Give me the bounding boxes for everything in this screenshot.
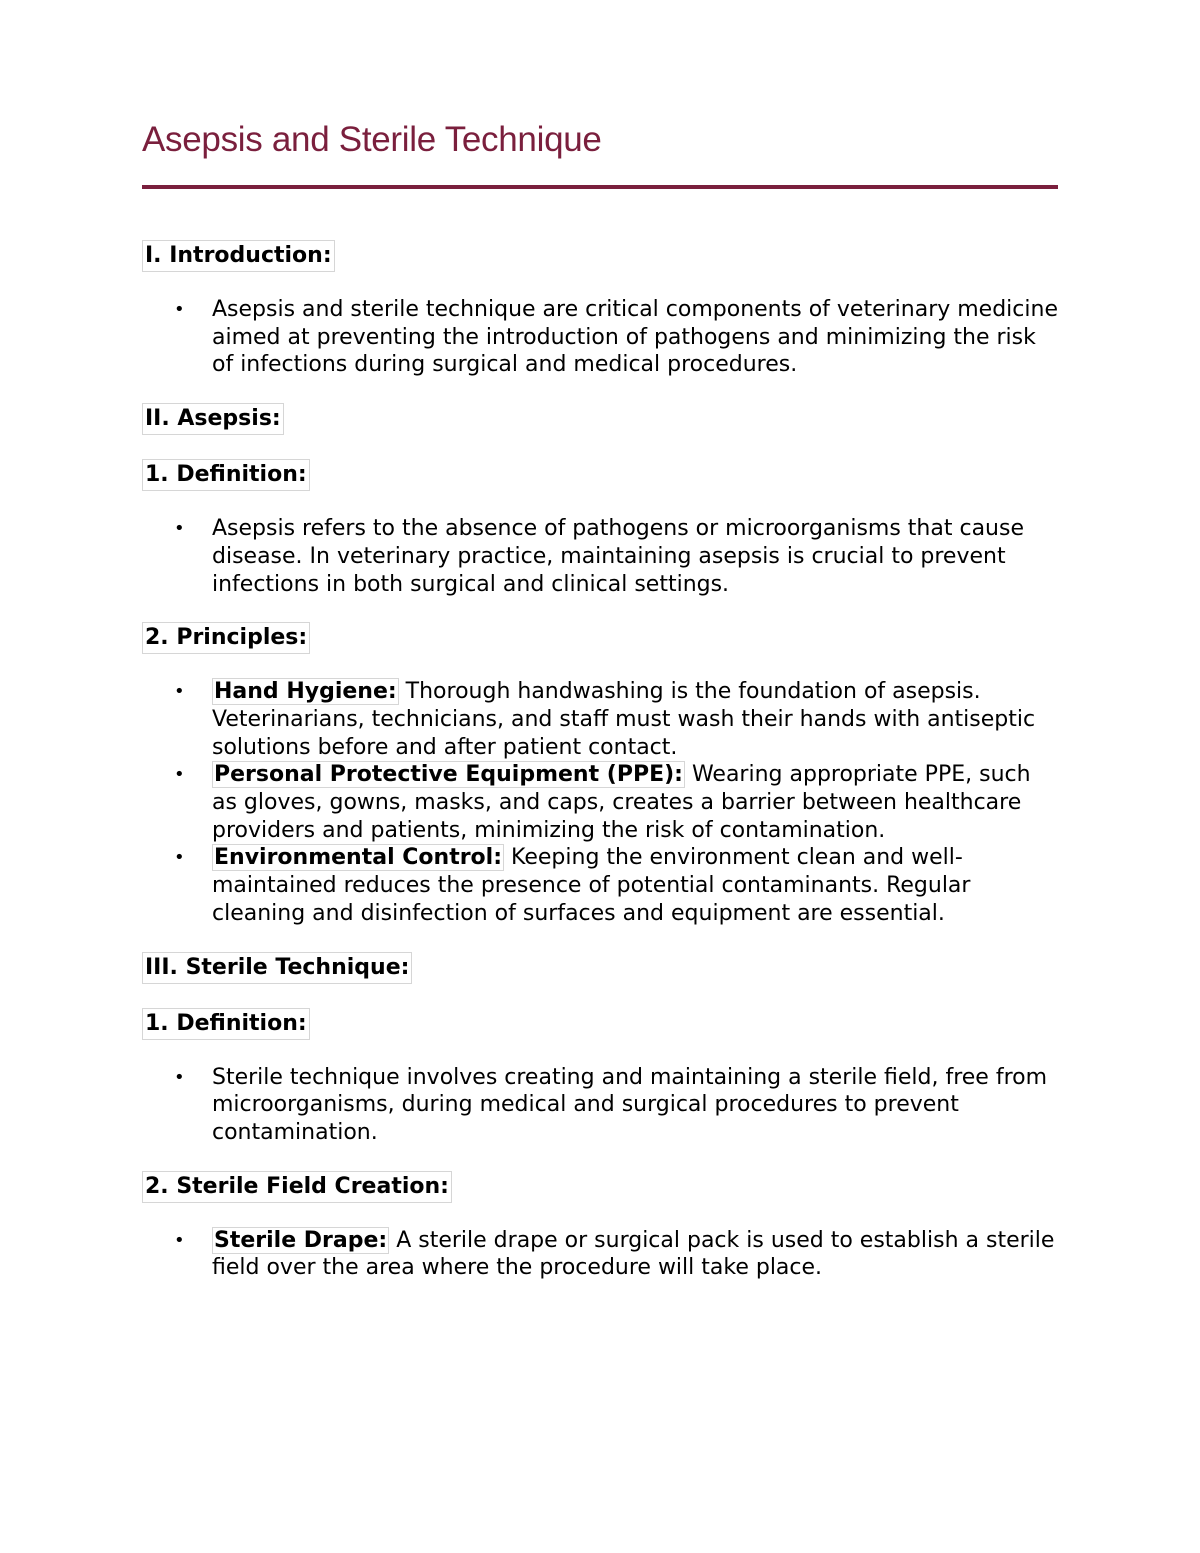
item-text: A sterile drape or surgical pack is used to establish a sterile field over the area where the procedure will take place. — [212, 1227, 1055, 1281]
item-term: Sterile Drape: — [214, 1227, 388, 1253]
section-heading: III. Sterile Technique: — [142, 952, 412, 984]
item-text: Wearing appropriate PPE, such as gloves, gowns, masks, and caps, creates a barrier between healthcare providers and patients, minimizing the risk of contamination. — [212, 762, 1031, 843]
section-heading: 2. Sterile Field Creation: — [142, 1171, 452, 1203]
section-heading-wrap — [142, 1171, 1058, 1203]
section-heading: 2. Principles: — [142, 622, 310, 654]
section-heading-wrap — [142, 240, 1058, 272]
list-item — [142, 1064, 1058, 1147]
section-heading: II. Asepsis: — [142, 403, 284, 435]
section-heading-wrap — [142, 952, 1058, 984]
item-term: Personal Protective Equipment (PPE): — [214, 762, 683, 788]
bullet-list — [142, 515, 1058, 598]
section-heading-wrap — [142, 622, 1058, 654]
bullet-icon: • — [174, 1066, 185, 1088]
item-text: Sterile technique involves creating and maintaining a sterile field, free from microorganisms, during medical and surgical procedures to prevent contamination. — [212, 1064, 1048, 1145]
item-term: Environmental Control: — [214, 845, 503, 871]
bullet-icon: • — [174, 681, 185, 703]
bullet-icon: • — [174, 1229, 185, 1251]
bullet-list — [142, 1227, 1058, 1282]
bullet-icon: • — [174, 764, 185, 786]
list-item — [142, 678, 1058, 761]
bullet-list — [142, 678, 1058, 927]
section-heading: 1. Definition: — [142, 459, 310, 491]
section-heading-wrap — [142, 1008, 1058, 1040]
bullet-icon: • — [174, 518, 185, 540]
list-item — [142, 296, 1058, 379]
list-item — [142, 1227, 1058, 1282]
item-text: Asepsis and sterile technique are critical components of veterinary medicine aimed at preventing the introduction of pathogens and minimizing the risk of infections during surgical and medical procedures. — [212, 297, 1058, 378]
document-title: Asepsis and Sterile Technique — [142, 120, 602, 159]
bullet-list — [142, 296, 1058, 379]
list-item — [142, 761, 1058, 844]
section-heading-wrap — [142, 459, 1058, 491]
section-heading: 1. Definition: — [142, 1008, 310, 1040]
bullet-icon: • — [174, 299, 185, 320]
section-heading-wrap — [142, 403, 1058, 435]
item-text: Thorough handwashing is the foundation of asepsis. Veterinarians, technicians, and staff must wash their hands with antiseptic solutions before and after patient contact. — [212, 679, 1036, 760]
document-body — [142, 240, 1058, 1306]
list-item — [142, 844, 1058, 927]
section-heading: I. Introduction: — [142, 240, 335, 272]
title-divider — [142, 185, 1058, 189]
bullet-icon: • — [174, 847, 185, 869]
bullet-list — [142, 1064, 1058, 1147]
item-text: Keeping the environment clean and well-maintained reduces the presence of potential contaminants. Regular cleaning and disinfection of surfaces and equipment are essential. — [212, 845, 971, 926]
list-item — [142, 515, 1058, 598]
item-term: Hand Hygiene: — [214, 679, 397, 705]
item-text: Asepsis refers to the absence of pathogens or microorganisms that cause disease. In veterinary practice, maintaining asepsis is crucial to prevent infections in both surgical and clinical settings. — [212, 516, 1024, 597]
